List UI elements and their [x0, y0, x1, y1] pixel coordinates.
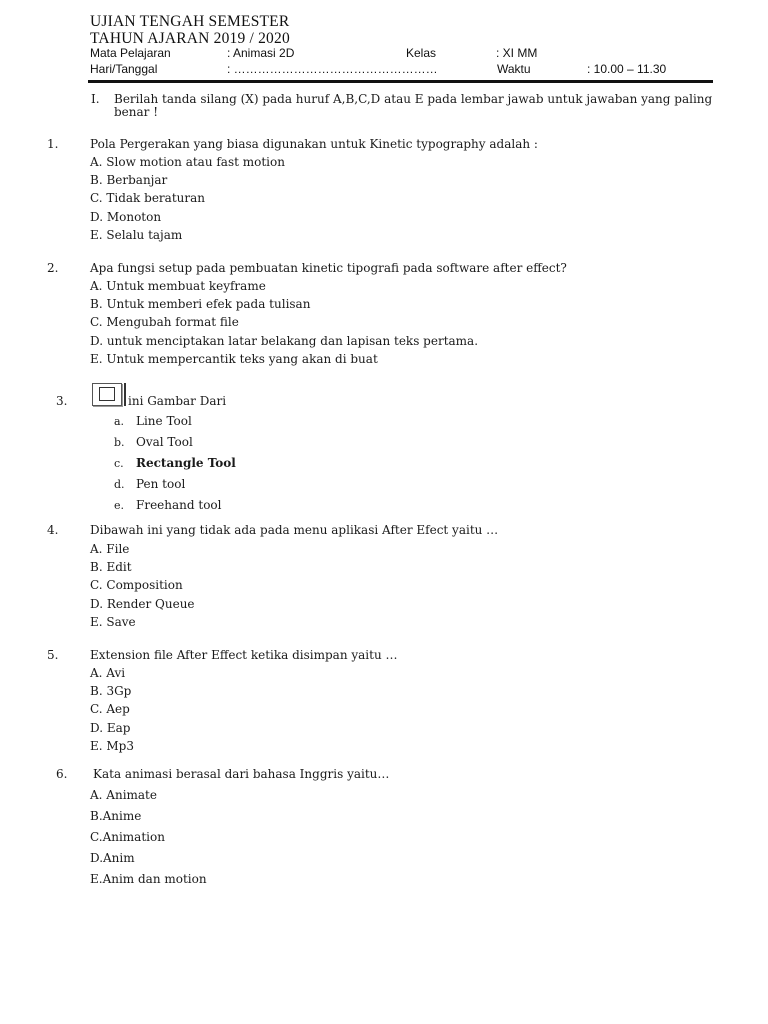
- instruction-line-2: benar !: [114, 105, 159, 119]
- question-2-option-d: D. untuk menciptakan latar belakang dan lapisan teks pertama.: [90, 334, 479, 348]
- question-1-text: Pola Pergerakan yang biasa digunakan untuk Kinetic typography adalah :: [90, 137, 538, 151]
- question-6-option-a: A. Animate: [90, 788, 157, 802]
- question-1-number: 1.: [47, 137, 59, 151]
- question-2-option-a: A. Untuk membuat keyframe: [90, 279, 266, 293]
- question-3-letter-c: c.: [114, 457, 124, 470]
- question-5-number: 5.: [47, 648, 59, 662]
- question-6-option-d: D.Anim: [90, 851, 135, 865]
- rectangle-tool-icon: [92, 383, 122, 406]
- question-6-number: 6.: [56, 767, 68, 781]
- question-4-option-c: C. Composition: [90, 578, 183, 592]
- question-3-text: ini Gambar Dari: [128, 394, 227, 408]
- question-5-option-b: B. 3Gp: [90, 684, 132, 698]
- question-5-option-e: E. Mp3: [90, 739, 134, 753]
- subject-label: Mata Pelajaran: [90, 46, 171, 60]
- question-4-text: Dibawah ini yang tidak ada pada menu aplikasi After Efect yaitu …: [90, 523, 499, 537]
- question-5-option-d: D. Eap: [90, 721, 131, 735]
- question-6-option-e: E.Anim dan motion: [90, 872, 207, 886]
- question-4-option-b: B. Edit: [90, 560, 132, 574]
- instruction-number: I.: [91, 92, 100, 106]
- question-1-option-e: E. Selalu tajam: [90, 228, 183, 242]
- time-label: Waktu: [497, 62, 531, 76]
- question-5-text: Extension file After Effect ketika disimpan yaitu …: [90, 648, 398, 662]
- question-1-option-a: A. Slow motion atau fast motion: [90, 155, 285, 169]
- date-label: Hari/Tanggal: [90, 62, 158, 76]
- question-1-option-b: B. Berbanjar: [90, 173, 168, 187]
- question-3-option-e: Freehand tool: [136, 498, 222, 512]
- time-value: : 10.00 – 11.30: [587, 62, 667, 76]
- question-4-option-d: D. Render Queue: [90, 597, 195, 611]
- question-3-option-c: Rectangle Tool: [136, 456, 236, 470]
- question-6-option-b: B.Anime: [90, 809, 142, 823]
- question-3-letter-e: e.: [114, 499, 125, 512]
- question-3-letter-b: b.: [114, 436, 125, 449]
- question-4-number: 4.: [47, 523, 59, 537]
- class-value: : XI MM: [496, 46, 538, 60]
- question-2-option-b: B. Untuk memberi efek pada tulisan: [90, 297, 311, 311]
- question-2-number: 2.: [47, 261, 59, 275]
- exam-title: UJIAN TENGAH SEMESTER: [90, 13, 290, 30]
- question-2-text: Apa fungsi setup pada pembuatan kinetic tipografi pada software after effect?: [90, 261, 567, 275]
- academic-year: TAHUN AJARAN 2019 / 2020: [90, 30, 290, 47]
- question-5-option-c: C. Aep: [90, 702, 130, 716]
- image-edge-bar: [124, 383, 126, 406]
- question-1-option-d: D. Monoton: [90, 210, 162, 224]
- question-4-option-e: E. Save: [90, 615, 136, 629]
- question-5-option-a: A. Avi: [90, 666, 126, 680]
- question-2-option-e: E. Untuk mempercantik teks yang akan di buat: [90, 352, 378, 366]
- instruction-line-1: Berilah tanda silang (X) pada huruf A,B,C,D atau E pada lembar jawab untuk jawaban yang paling: [114, 92, 713, 106]
- subject-value: : Animasi 2D: [227, 46, 295, 60]
- question-3-letter-a: a.: [114, 415, 125, 428]
- question-1-option-c: C. Tidak beraturan: [90, 191, 205, 205]
- header-divider: [88, 80, 713, 83]
- question-6-option-c: C.Animation: [90, 830, 165, 844]
- question-3-letter-d: d.: [114, 478, 125, 491]
- question-3-option-a: Line Tool: [136, 414, 192, 428]
- question-4-option-a: A. File: [90, 542, 130, 556]
- question-3-option-d: Pen tool: [136, 477, 186, 491]
- question-2-option-c: C. Mengubah format file: [90, 315, 239, 329]
- question-6-text: Kata animasi berasal dari bahasa Inggris yaitu…: [93, 767, 390, 781]
- question-3-option-b: Oval Tool: [136, 435, 193, 449]
- question-3-number: 3.: [56, 394, 68, 408]
- class-label: Kelas: [406, 46, 437, 60]
- date-value: : ……………………………………………: [227, 62, 438, 76]
